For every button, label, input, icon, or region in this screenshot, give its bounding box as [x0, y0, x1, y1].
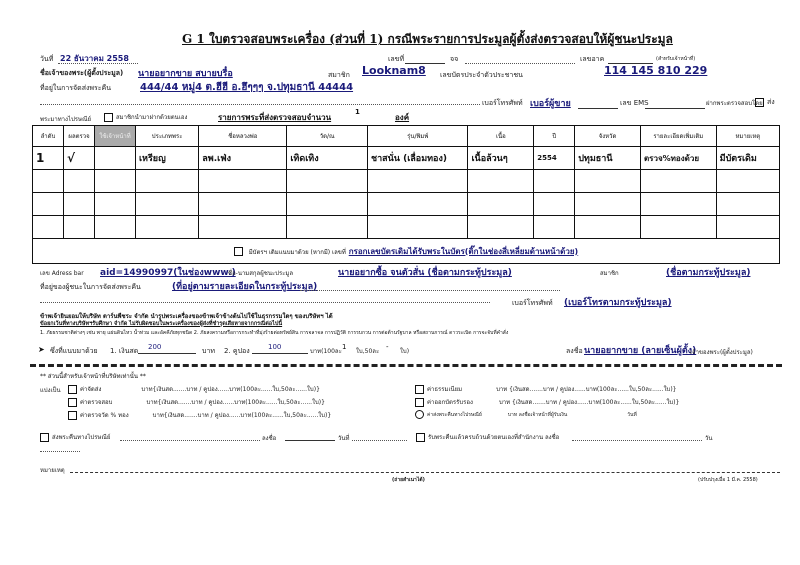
winner-address-line-2 [40, 302, 490, 303]
return-self[interactable] [416, 432, 559, 442]
return-post-label: ส่งพระคืนทางไปรษณีย์ [52, 434, 111, 441]
fee-gold-checkbox[interactable] [68, 411, 77, 420]
col-order: ลำดับ [33, 126, 64, 147]
old-card-value[interactable]: กรอกเลขบัตรเดิมได้รับพระในบัตร(ติ๊กในช่องสี่เหลี่ยมด้านหน้าด้วย) [348, 246, 579, 256]
fee-inspection[interactable] [68, 397, 325, 407]
old-card-checkbox[interactable] [234, 247, 243, 256]
winner-phone-value[interactable]: (เบอร์โทรตามกระทู้ประมูล) [564, 298, 672, 308]
arrow-icon: ➤ [38, 345, 45, 354]
winner-name-label: ชื่อ-นามสกุลผู้ชนะประมูล [228, 270, 294, 277]
old-card-cell [33, 239, 780, 264]
cell[interactable]: 1 [33, 147, 64, 170]
postal-date-label: วันที่ [627, 412, 637, 418]
volume-label: จจ [450, 55, 459, 63]
fee-shipping[interactable] [68, 384, 320, 394]
cell[interactable]: ลพ.เฟ่ง [199, 147, 287, 170]
cell[interactable] [287, 170, 368, 193]
cell[interactable]: เนื้อล้วนๆ [468, 147, 534, 170]
cell[interactable]: เทิดเทิง [287, 147, 368, 170]
coupon-100-unit: ใบ,50ละ [356, 348, 380, 355]
old-card-row [33, 239, 780, 264]
cash-value[interactable]: 200 [148, 343, 162, 351]
fee-shipping-checkbox[interactable] [68, 385, 77, 394]
receipt-label: เลขอาค [580, 55, 605, 63]
cash-baht: บาท [202, 347, 215, 355]
return-post-sign: ลงชื่อ [262, 435, 277, 442]
send-checkbox[interactable] [755, 98, 764, 107]
cell[interactable]: ชาสนั่น (เลื่อมทอง) [367, 147, 468, 170]
receipt-note: (สำหรับเจ้าหน้าที่) [656, 56, 696, 62]
cut-line [30, 364, 782, 367]
aid-value[interactable]: aid=14990997(ในช่องwww.) [100, 268, 236, 278]
postal-fee-label: ค่าส่งพระคืนทางไปรษณีย์ [427, 412, 482, 418]
fee-gold-label: ค่าตรวจวัด % ทอง [80, 412, 129, 419]
office-note: ** ส่วนนี้สำหรับเจ้าหน้าที่บริษัทเท่านั้น ** [40, 373, 146, 380]
sign-value[interactable]: นายอยากขาย (ลายเซ็นผู้ตั้ง) [584, 346, 697, 356]
member-label: สมาชิก [328, 71, 350, 79]
cell[interactable] [135, 170, 198, 193]
winner-phone-label: เบอร์โทรศัพท์ [512, 299, 553, 307]
cell[interactable] [367, 216, 468, 239]
cell[interactable] [64, 170, 95, 193]
fee-inspection-checkbox[interactable] [68, 398, 77, 407]
cell[interactable] [716, 170, 779, 193]
cell[interactable] [534, 170, 575, 193]
count-label: รายการพระที่ส่งตรวจสอบจำนวน [218, 113, 332, 122]
old-card-label: มีบัตรฯ เดิมแนบมาด้วย (หากมี) เลขที่ [248, 248, 346, 256]
col-monk: ชื่อหลวงพ่อ [199, 126, 287, 147]
cell[interactable] [640, 193, 716, 216]
coupon-detail: บาท(100ละ [310, 348, 342, 355]
col-province: จังหวัด [575, 126, 641, 147]
cell[interactable] [199, 216, 287, 239]
ems-label: เลข EMS [620, 99, 649, 107]
volume-field[interactable] [465, 63, 575, 64]
return-post-date: วันที่ [338, 435, 350, 442]
table-row [33, 216, 780, 239]
fee-certificate-detail: บาท {เงินสด.......บาท / คูปอง......บาท(100ละ......ใบ,50ละ......ใบ)} [498, 399, 680, 406]
owner-address-label: ที่อยู่ในการจัดส่งพระคืน [40, 84, 111, 92]
return-post-line-2 [40, 451, 80, 452]
fee-shipping-detail: บาท{เงินสด.......บาท / คูปอง......บาท(100ละ......ใบ,50ละ......ใบ)} [141, 386, 320, 393]
cell[interactable]: ปทุมธานี [575, 147, 641, 170]
winner-address-line [300, 290, 560, 291]
fee-certificate-checkbox[interactable] [415, 398, 424, 407]
sign-label: ลงชื่อ [566, 347, 583, 355]
cell[interactable] [716, 216, 779, 239]
return-self-line [572, 440, 702, 441]
fee-service[interactable] [415, 384, 676, 394]
cell[interactable] [468, 216, 534, 239]
remark-field[interactable] [70, 472, 780, 473]
items-table [32, 125, 780, 264]
cell[interactable] [33, 170, 64, 193]
return-post-sign-line [285, 440, 335, 441]
return-post-checkbox[interactable] [40, 433, 49, 442]
address-line-2 [40, 104, 480, 105]
owner-phone-label: เบอร์โทรศัพท์ [482, 99, 523, 107]
cell[interactable] [575, 193, 641, 216]
fee-certificate[interactable] [415, 397, 679, 407]
cell[interactable] [640, 170, 716, 193]
cell[interactable] [468, 193, 534, 216]
cell[interactable] [534, 193, 575, 216]
col-type: ประเภทพระ [135, 126, 198, 147]
coupon-line [252, 353, 308, 354]
remark-label: หมายเหตุ [40, 467, 65, 474]
coupon-100-value[interactable]: 1 [342, 343, 347, 351]
return-self-label: รับพระคืนแล้วครบถ้วนด้วยตนเองที่สำนักงาน ลงชื่อ [428, 434, 560, 441]
self-label: สมาชิกนำมาฝากด้วยตนเอง [116, 114, 188, 121]
cell[interactable]: มีบัตรเดิม [716, 147, 779, 170]
terms-consent: ข้าพเจ้ายินยอมให้บริษัท ดาร์นพืชระ จำกัด นำรูปพระเครื่องของข้าพเจ้าข้างต้นไปใช้ในธุรกรรมใดๆ ของบริษัทฯ ได้ [40, 313, 333, 320]
cell[interactable]: เหรียญ [135, 147, 198, 170]
send-option[interactable] [755, 97, 775, 108]
date-line [58, 63, 138, 64]
fee-gold[interactable] [68, 410, 331, 420]
owner-name-value[interactable]: นายอยากขาย สบายบรื๋อ [138, 69, 233, 79]
fee-inspection-detail: บาท{เงินสด.......บาท / คูปอง......บาท(100ละ......ใบ,50ละ......ใบ)} [146, 399, 325, 406]
cell[interactable] [199, 193, 287, 216]
cell[interactable]: 2554 [534, 147, 575, 170]
form-title: G 1 ใบตรวจสอบพระเครื่อง (ส่วนที่ 1) กรณีพระรายการประมูลผู้ตั้งส่งตรวจสอบให้ผู้ชนะประมูล [182, 32, 673, 46]
winner-name-value[interactable]: นายอยากซื้อ จนตัวสั่น (ชื่อตามกระทู้ประมูล) [338, 268, 512, 278]
cell[interactable] [135, 216, 198, 239]
winner-address-label: ที่อยู่ของผู้ชนะในการจัดส่งพระคืน [40, 283, 141, 291]
id-label: เลขบัตรประจำตัวประชาชน [440, 71, 523, 79]
cell[interactable] [468, 170, 534, 193]
sign-role: เจ้าของพระ(ผู้ตั้งประมูล) [690, 349, 753, 356]
check-by-label: ฝากพระตรวจสอบโดย [706, 100, 763, 107]
coupon-50-value[interactable]: - [386, 343, 389, 351]
cell[interactable] [95, 170, 136, 193]
date-value[interactable]: 22 ธันวาคม 2558 [60, 54, 129, 63]
send-label: ส่ง [767, 98, 775, 106]
cell[interactable] [95, 216, 136, 239]
return-post[interactable] [40, 432, 110, 442]
self-checkbox[interactable] [104, 113, 113, 122]
owner-phone-value[interactable]: เบอร์ผู้ขาย [530, 99, 571, 109]
coupon-label: 2. คูปอง [224, 347, 250, 355]
terms-exception: ข้อยกเว้นที่ทางบริษัทฯรับศึกษา จำกัด ไม่รับผิดชอบในพระเครื่องของผู้ส่งที่ชำรุดเสียหายจากกรณีต่อไปนี้ [40, 321, 283, 327]
cell[interactable] [367, 193, 468, 216]
cell[interactable] [575, 170, 641, 193]
cell[interactable] [199, 170, 287, 193]
table-header-row [33, 126, 780, 147]
aid-label: เลข Adress bar [40, 270, 84, 277]
cell[interactable] [534, 216, 575, 239]
cell[interactable] [64, 193, 95, 216]
post-label: พระมาทางไปรษณีย์ [40, 116, 92, 123]
self-option[interactable] [104, 112, 187, 122]
split-label: แบ่งเป็น [40, 387, 61, 394]
cell[interactable] [95, 193, 136, 216]
postal-fee-unit: บาท ลงชื่อเจ้าหน้าที่ผู้รับเงิน [507, 412, 568, 418]
cell[interactable] [640, 216, 716, 239]
cell[interactable] [64, 216, 95, 239]
member-value[interactable]: Looknam8 [362, 64, 426, 77]
col-staff: ใช้เจ้าหน้าที่ [95, 126, 136, 147]
fee-service-label: ค่าธรรมเนียม [427, 386, 463, 393]
cash-label: 1. เงินสด [110, 347, 139, 355]
fee-inspection-label: ค่าตรวจสอบ [80, 399, 113, 406]
table-row [33, 147, 780, 170]
return-post-line [120, 440, 260, 441]
postal-fee[interactable] [415, 410, 637, 419]
return-post-date-line [352, 440, 407, 441]
col-result: ผลตรวจ [64, 126, 95, 147]
cell[interactable] [135, 193, 198, 216]
cell[interactable] [287, 193, 368, 216]
fee-shipping-label: ค่าจัดส่ง [80, 386, 102, 393]
col-material: เนื้อ [468, 126, 534, 147]
cell[interactable] [575, 216, 641, 239]
cell[interactable]: √ [64, 147, 95, 170]
postal-fee-radio[interactable] [415, 410, 424, 419]
cell[interactable] [287, 216, 368, 239]
fee-certificate-label: ค่าออกบัตรรับรอง [427, 399, 473, 406]
footer-updated: (ปรับปรุงเมื่อ 1 มี.ค. 2558) [698, 477, 758, 483]
fee-gold-detail: บาท{เงินสด.......บาท / คูปอง......บาท(100ละ......ใบ,50ละ......ใบ)} [152, 412, 332, 419]
fee-service-checkbox[interactable] [415, 385, 424, 394]
winner-member-label: สมาชิก [600, 270, 619, 277]
table-row [33, 170, 780, 193]
number-label: เลขที่ [388, 55, 405, 63]
return-self-date: วัน [705, 435, 713, 442]
col-remark: หมายเหตุ [716, 126, 779, 147]
col-details: รายละเอียดเพิ่มเติม [640, 126, 716, 147]
ems-field[interactable] [645, 108, 705, 109]
count-value[interactable]: 1 [355, 108, 360, 116]
coupon-value[interactable]: 100 [268, 343, 282, 351]
cell[interactable] [367, 170, 468, 193]
winner-member-value[interactable]: (ชื่อตามกระทู้ประมูล) [666, 268, 751, 278]
phone-line [578, 108, 618, 109]
cell[interactable] [33, 193, 64, 216]
table-row [33, 193, 780, 216]
return-self-checkbox[interactable] [416, 433, 425, 442]
id-value[interactable]: 114 145 810 229 [604, 64, 708, 77]
terms-list: 1. ภัยธรรมชาติต่างๆ เช่น พายุ แผ่นดินไหว น้ำท่วม และอัคคีภัยทุกชนิด 2. ภัยสงครามหรือการกระทำที่มุ่งร้ายต่อทรัพย์สิน การจลาจล การปฏิวัติ การรบกวน การต่อต้านรัฐบาล หรือสถานการณ์ ดาวระเบิด การจะจับที่คำสั่ง [40, 330, 509, 336]
cell[interactable] [95, 147, 136, 170]
col-model: รุ่น/พิมพ์ [367, 126, 468, 147]
cell[interactable] [716, 193, 779, 216]
cash-line [138, 353, 196, 354]
col-year: ปี [534, 126, 575, 147]
footer-copy-note: (ถ่ายสำเนาได้) [392, 477, 425, 483]
winner-address-value[interactable]: (ที่อยู่ตามรายละเอียดในกระทู้ประมูล) [172, 282, 318, 292]
coupon-50-unit: ใบ) [400, 348, 410, 355]
owner-address-value[interactable]: 444/44 หมู่4 ต.ฮีฮี อ.ฮึๆๆๆ จ.ปทุมธานี 44444 [140, 82, 354, 93]
owner-name-label: ชื่อเจ้าของพระ(ผู้ตั้งประมูล) [40, 69, 124, 77]
cell[interactable]: ตรวจ%ทองด้วย [640, 147, 716, 170]
col-temple: วัด/ณ [287, 126, 368, 147]
cell[interactable] [33, 216, 64, 239]
fee-service-detail: บาท {เงินสด.......บาท / คูปอง......บาท(100ละ......ใบ,50ละ......ใบ)} [496, 386, 677, 393]
date-label: วันที่ [40, 55, 54, 63]
count-unit: องค์ [395, 113, 410, 122]
payment-prefix: ซึ่งที่แนบมาด้วย [50, 347, 98, 355]
